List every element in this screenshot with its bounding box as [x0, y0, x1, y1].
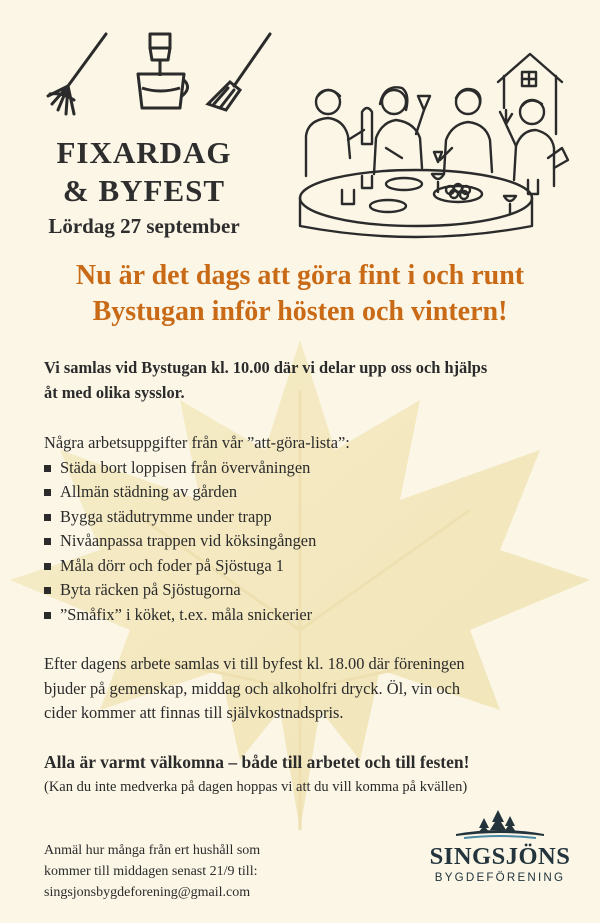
event-title-block [36, 134, 252, 240]
event-date: Lördag 27 september [48, 214, 240, 238]
list-item [44, 529, 564, 554]
lake-trees-logo-icon [454, 808, 546, 840]
signup-line1: Anmäl hur många från ert hushåll som [44, 843, 261, 858]
bullet-icon [44, 563, 51, 570]
list-item [44, 603, 564, 628]
headline [0, 258, 600, 330]
logo-subtitle: BYGDEFÖRENING [434, 871, 566, 884]
task-label: Bygga städutrymme under trapp [60, 506, 272, 526]
signup-line2: kommer till middagen senast 21/9 till: [44, 864, 258, 879]
tools-icons [44, 30, 279, 118]
list-item [44, 505, 564, 530]
organization-logo [420, 808, 580, 898]
task-label: Måla dörr och foder på Sjöstuga 1 [60, 555, 284, 575]
headline-line1: Nu är det dags att göra fint i och runt [75, 260, 525, 291]
intro-text [44, 356, 564, 405]
evening-text [44, 652, 564, 726]
bullet-icon [44, 587, 51, 594]
list-item [44, 578, 564, 603]
people-at-table-illustration [292, 48, 582, 244]
task-label: Byta räcken på Sjöstugorna [60, 580, 241, 599]
evening-line1: Efter dagens arbete samlas vi till byfest kl. 18.00 där föreningen [44, 654, 465, 673]
evening-line2: bjuder på gemenskap, middag och alkoholfri dryck. Öl, vin och [44, 678, 461, 698]
evening-line3: cider kommer att finnas till självkostnadspris. [44, 703, 344, 722]
task-list [44, 456, 564, 628]
signup-info [44, 840, 364, 903]
task-label: Allmän städning av gården [60, 482, 238, 501]
intro-line1: Vi samlas vid Bystugan kl. 10.00 där vi delar upp oss och hjälps [44, 358, 488, 377]
task-label: Städa bort loppisen från övervåningen [60, 457, 311, 477]
headline-line2: Bystugan inför hösten och vintern! [92, 296, 508, 327]
welcome-text: Alla är varmt välkomna – både till arbetet och till festen! [44, 751, 470, 772]
event-title-line2: & BYFEST [62, 173, 226, 208]
list-item [44, 554, 564, 579]
paint-bucket-icon [132, 30, 192, 112]
bullet-icon [44, 612, 51, 619]
email-link[interactable]: singsjonsbygdeforening@gmail.com [44, 885, 251, 900]
main-content [44, 356, 564, 798]
logo-name: SINGSJÖNS [429, 843, 571, 870]
task-label: ”Småfix” i köket, t.ex. måla snickerier [60, 604, 313, 624]
bullet-icon [44, 465, 51, 472]
tasks-intro: Några arbetsuppgifter från vår ”att-göra-lista”: [44, 433, 350, 452]
broom-icon [204, 30, 274, 114]
bullet-icon [44, 514, 51, 521]
bullet-icon [44, 538, 51, 545]
intro-line2: åt med olika sysslor. [44, 382, 185, 402]
list-item [44, 456, 564, 481]
bullet-icon [44, 489, 51, 496]
task-label: Nivåanpassa trappen vid köksingången [60, 531, 317, 550]
event-title-line1: FIXARDAG [56, 135, 232, 170]
list-item [44, 480, 564, 505]
note-text: (Kan du inte medverka på dagen hoppas vi att du vill komma på kvällen) [44, 779, 468, 795]
rake-icon [44, 30, 110, 118]
